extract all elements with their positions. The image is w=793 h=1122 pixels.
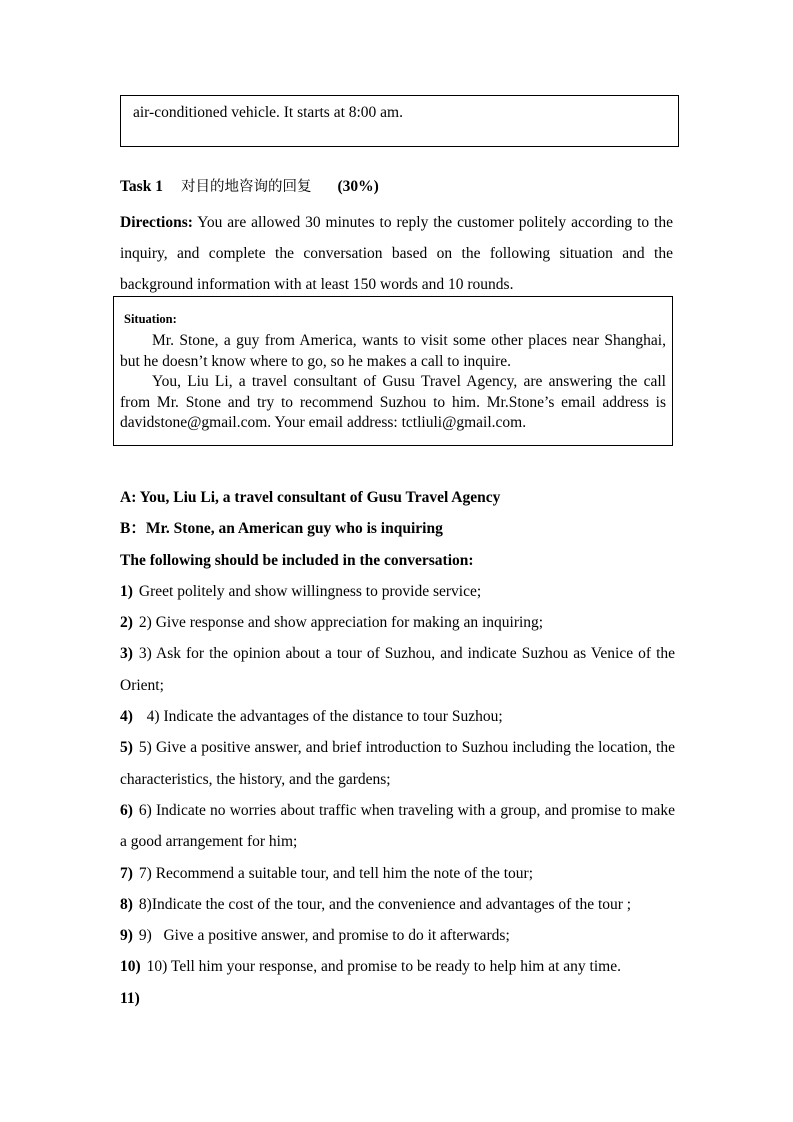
conversation-requirements bbox=[120, 482, 675, 1014]
item-number: 7) bbox=[120, 864, 133, 882]
requirement-item bbox=[120, 701, 675, 732]
item-text: 7) Recommend a suitable tour, and tell him the note of the tour; bbox=[138, 864, 534, 882]
item-number: 2) bbox=[120, 614, 133, 632]
item-text: 10) Tell him your response, and promise to be ready to help him at any time. bbox=[146, 958, 621, 976]
item-number: 6) bbox=[120, 801, 133, 819]
task-label: Task 1 bbox=[120, 178, 163, 195]
requirement-item bbox=[120, 889, 675, 920]
item-number: 11) bbox=[120, 989, 140, 1007]
directions-paragraph bbox=[120, 207, 673, 300]
situation-box bbox=[113, 296, 673, 446]
situation-label: Situation: bbox=[124, 312, 177, 326]
requirement-item bbox=[120, 795, 675, 858]
item-text: 5) Give a positive answer, and brief introduction to Suzhou including the location, the characteristics, the history, and the gardens; bbox=[120, 739, 675, 788]
role-b: B：Mr. Stone, an American guy who is inquiring bbox=[120, 520, 443, 538]
item-text: 9) Give a positive answer, and promise to do it afterwards; bbox=[138, 927, 510, 945]
item-number: 5) bbox=[120, 739, 133, 757]
situation-paragraph-2: You, Liu Li, a travel consultant of Gusu Travel Agency, are answering the call from Mr. Stone and try to recommend Suzhou to him. Mr.Stone’s email address is davidstone@gmail.com. Your email address: tctliuli@gmail.com. bbox=[120, 373, 666, 431]
requirement-item bbox=[120, 858, 675, 889]
requirement-item bbox=[120, 638, 675, 701]
situation-paragraph-1: Mr. Stone, a guy from America, wants to visit some other places near Shanghai, but he doesn’t know where to go, so he makes a call to inquire. bbox=[120, 332, 666, 370]
requirement-item bbox=[120, 732, 675, 795]
item-number: 4) bbox=[120, 708, 133, 726]
role-a: A: You, Liu Li, a travel consultant of Gusu Travel Agency bbox=[120, 489, 501, 506]
directions-text: You are allowed 30 minutes to reply the customer politely according to the inquiry, and complete the conversation based on the following situation and the background information with at least 150 words and 10 rounds. bbox=[120, 214, 673, 293]
task-title bbox=[120, 176, 379, 198]
previous-info-box bbox=[120, 95, 679, 147]
item-text: Greet politely and show willingness to provide service; bbox=[138, 582, 482, 600]
requirement-item bbox=[120, 920, 675, 951]
item-number: 1) bbox=[120, 582, 133, 600]
item-text: 8)Indicate the cost of the tour, and the convenience and advantages of the tour ; bbox=[138, 895, 632, 913]
item-number: 10) bbox=[120, 958, 141, 976]
item-number: 8) bbox=[120, 895, 133, 913]
requirement-item bbox=[120, 607, 675, 638]
requirement-item bbox=[120, 576, 675, 607]
item-number: 9) bbox=[120, 927, 133, 945]
directions-label: Directions: bbox=[120, 214, 193, 231]
task-chinese-title: 对目的地咨询的回复 bbox=[180, 179, 312, 195]
item-text: 4) Indicate the advantages of the distance to tour Suzhou; bbox=[138, 708, 503, 726]
item-text: 2) Give response and show appreciation for making an inquiring; bbox=[138, 614, 544, 632]
requirement-item bbox=[120, 951, 675, 982]
item-number: 3) bbox=[120, 645, 133, 663]
previous-info-text: air-conditioned vehicle. It starts at 8:00 am. bbox=[133, 104, 403, 121]
item-text: 3) Ask for the opinion about a tour of Suzhou, and indicate Suzhou as Venice of the Orient; bbox=[120, 645, 675, 694]
item-text: 6) Indicate no worries about traffic when traveling with a group, and promise to make a good arrangement for him; bbox=[120, 801, 675, 851]
requirement-list bbox=[120, 576, 675, 1014]
included-heading: The following should be included in the conversation: bbox=[120, 551, 474, 569]
task-weight: (30%) bbox=[337, 178, 379, 195]
requirement-item bbox=[120, 983, 675, 1014]
